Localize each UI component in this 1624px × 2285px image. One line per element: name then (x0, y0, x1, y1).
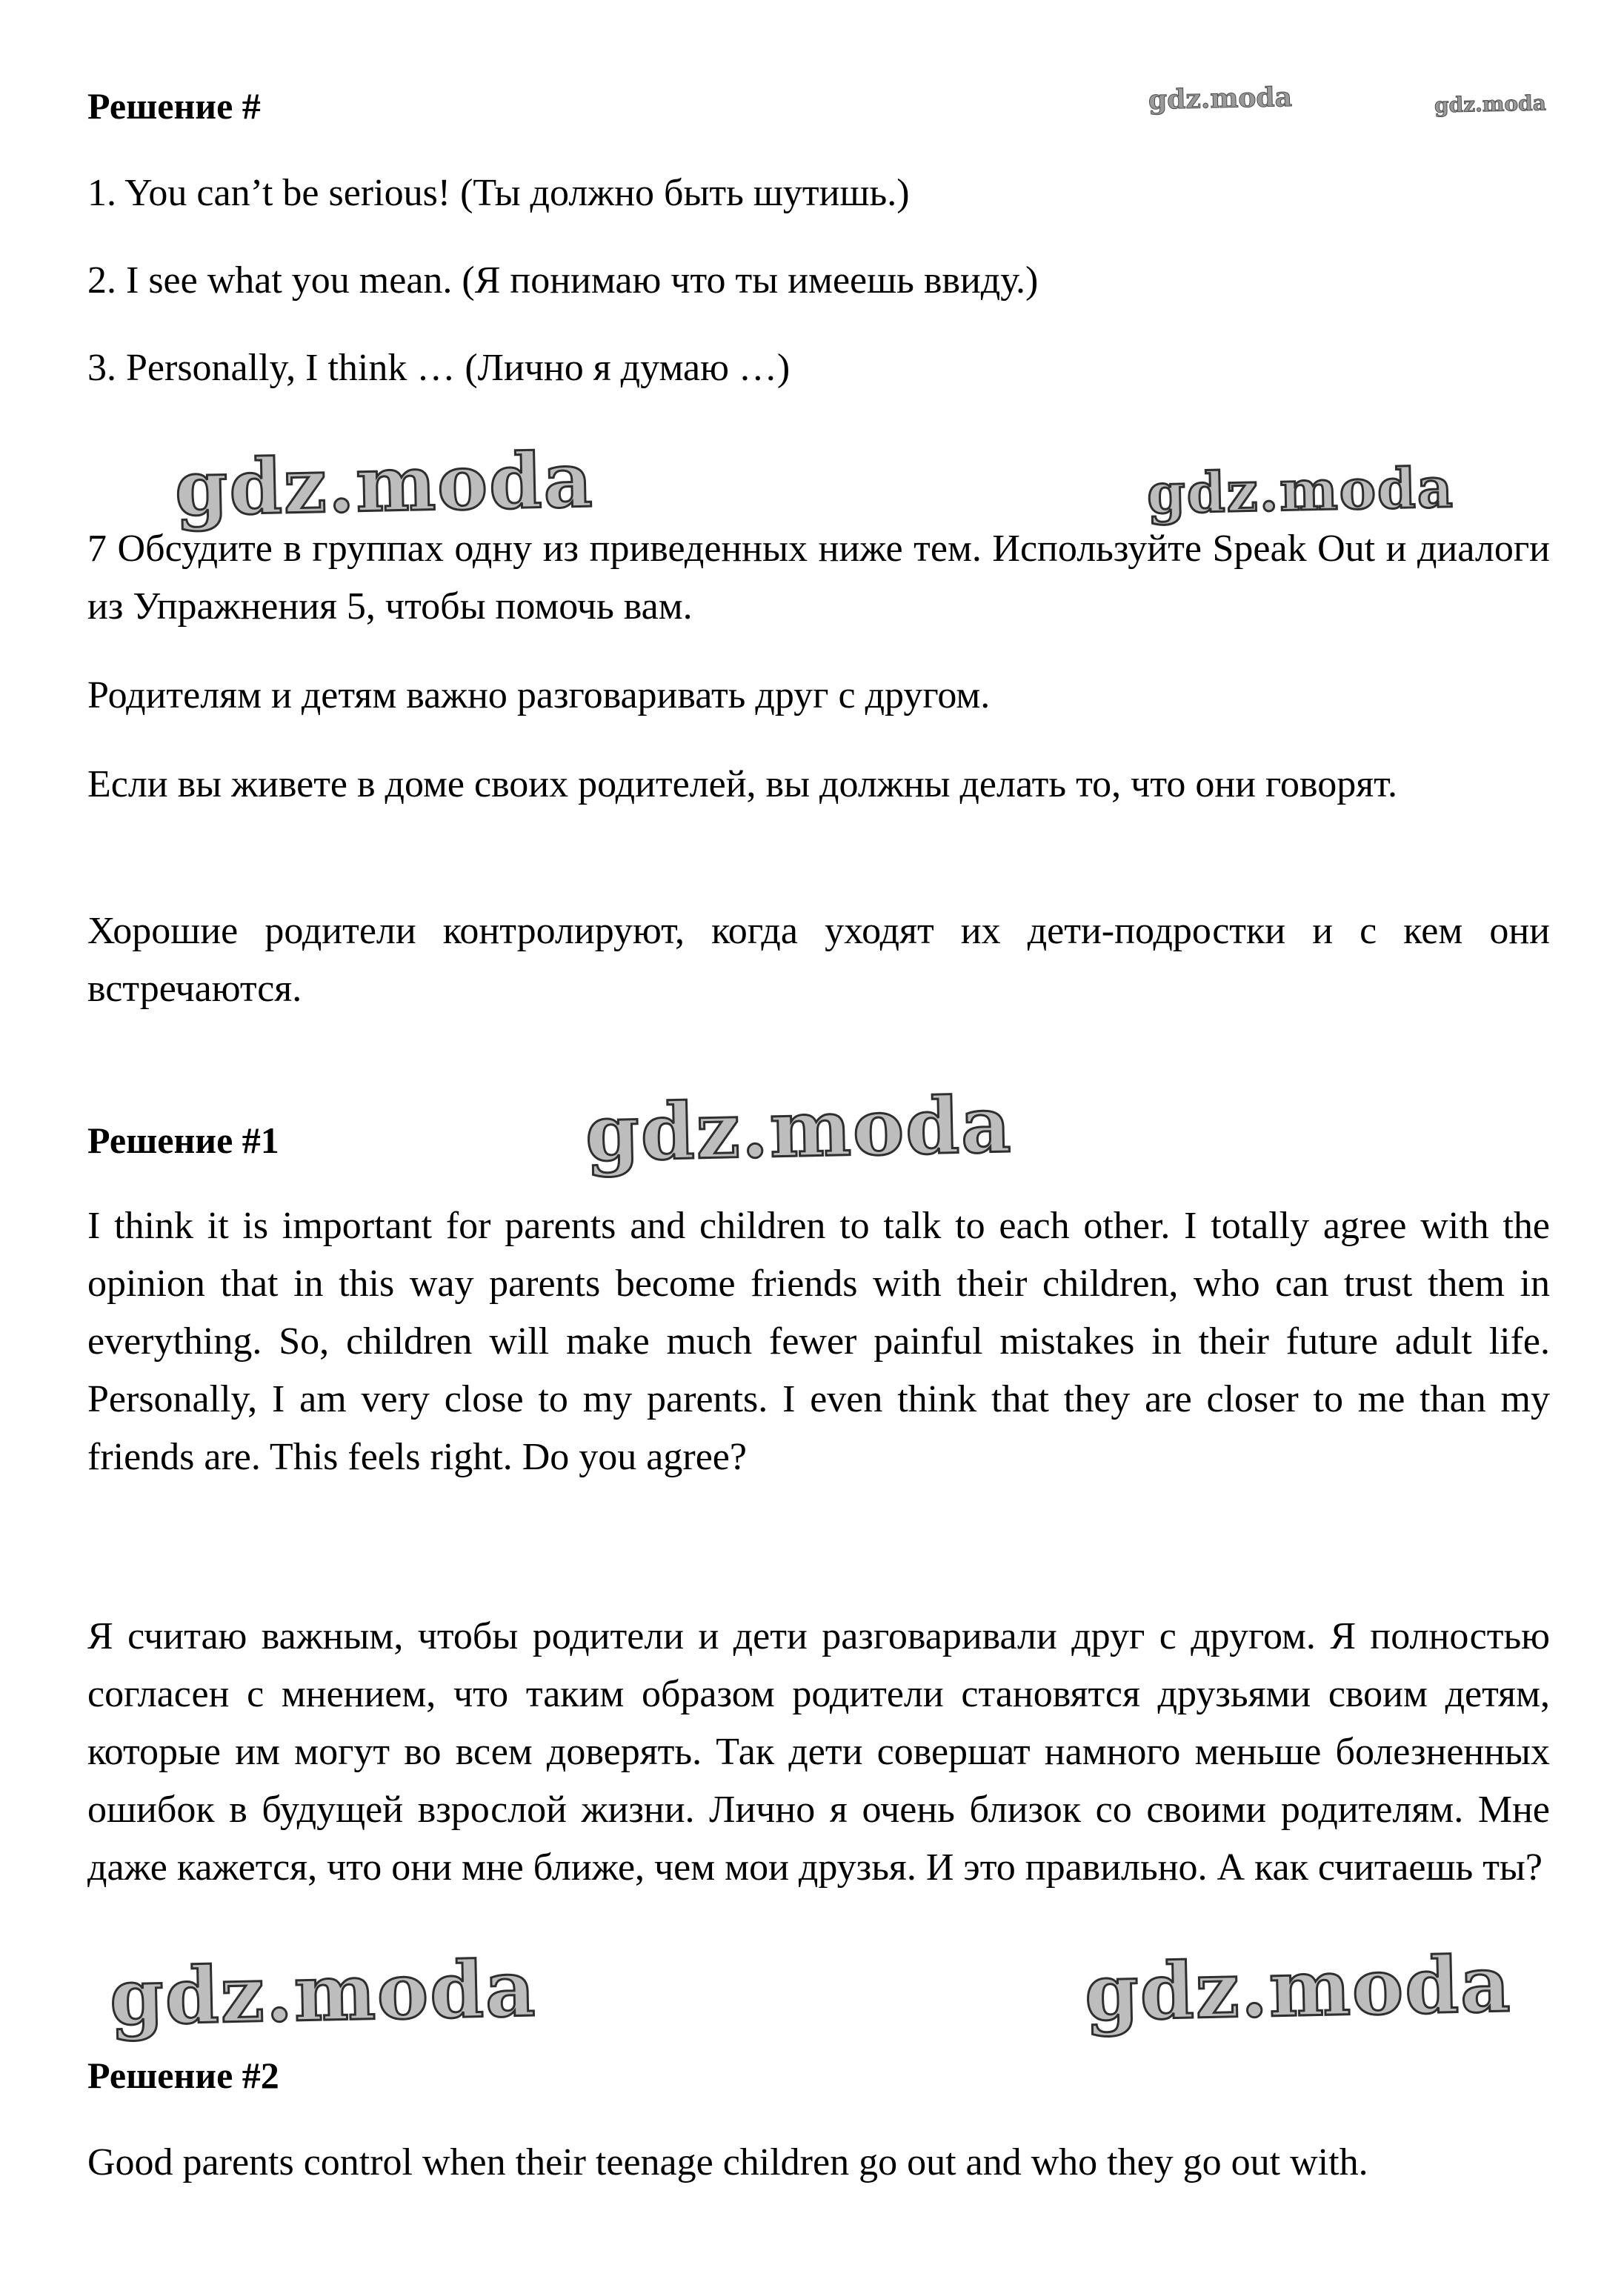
watermark-logo: gdz.moda (1083, 1938, 1513, 2039)
topic-item: Если вы живете в доме своих родителей, вы должны делать то, что они говорят. (87, 763, 1397, 805)
task-instruction: 7 Обсудите в группах одну из приведенных ниже тем. Используйте Speak Out и диалоги из Упражнения 5, чтобы помочь вам. (87, 528, 1550, 628)
english-answer: I think it is important for parents and children to talk to each other. I totally agree with the opinion that in this way parents become friends with their children, who can trust them in everything. So, children will make much fewer painful mistakes in their future adult life. Personally, I am very close to my parents. I even think that they are closer to me than my friends are. This feels right. Do you agree? (87, 1205, 1550, 1478)
answer-line: 3. Personally, I think … (Лично я думаю …) (87, 347, 791, 389)
watermark-logo: gdz.moda (1148, 81, 1293, 116)
topic-item: Родителям и детям важно разговаривать друг с другом. (87, 674, 991, 716)
solution-heading: Решение #2 (87, 2055, 279, 2096)
watermark-logo: gdz.moda (1146, 456, 1455, 527)
watermark-logo: gdz.moda (173, 436, 595, 533)
solution-heading: Решение # (87, 85, 261, 127)
russian-translation: Я считаю важным, чтобы родители и дети разговаривали друг с другом. Я полностью согласен с мнением, что таким образом родители становятся друзьями своим детям, которые им могут во всем доверять. Так дети совершат намного меньше болезненных ошибок в будущей взрослой жизни. Лично я очень близок со своими родителям. Мне даже кажется, что они мне ближе, чем мои друзья. И это правильно. А как считаешь ты? (87, 1615, 1550, 1889)
answer-line: 2. I see what you mean. (Я понимаю что ты имеешь ввиду.) (87, 259, 1039, 302)
solution-heading: Решение #1 (87, 1120, 279, 1161)
answer-line: 1. You can’t be serious! (Ты должно быть шутишь.) (87, 172, 910, 214)
watermark-logo: gdz.moda (1434, 90, 1547, 118)
english-answer: Good parents control when their teenage children go out and who they go out with. (87, 2141, 1368, 2183)
topic-item: Хорошие родители контролируют, когда уходят их дети-подростки и с кем они встречаются. (87, 910, 1550, 1010)
watermark-logo: gdz.moda (108, 1942, 538, 2043)
watermark-logo: gdz.moda (584, 1078, 1014, 1180)
